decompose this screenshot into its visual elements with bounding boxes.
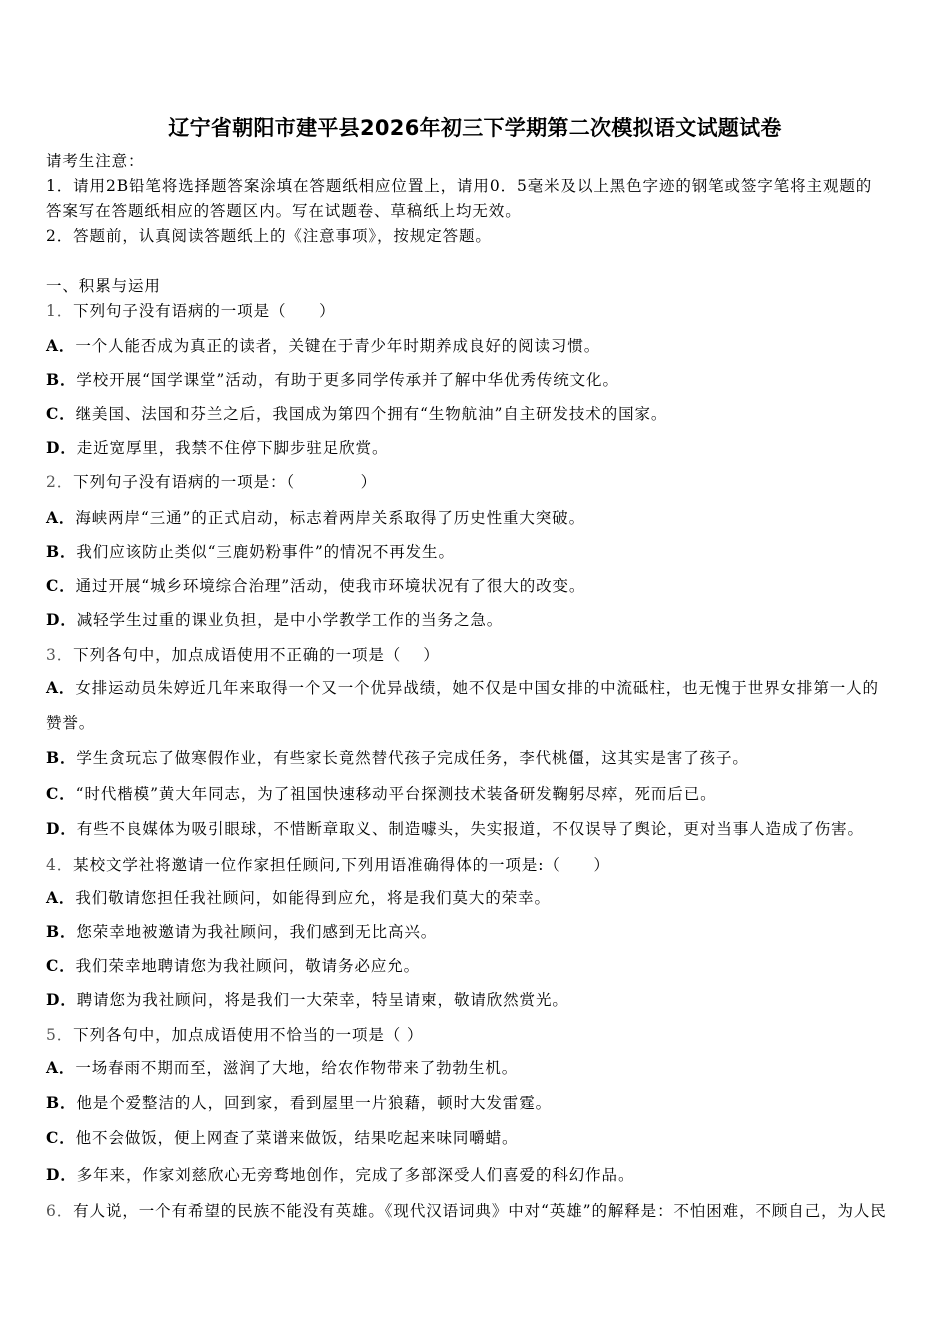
question-stem: [46, 645, 440, 665]
answer-option: [46, 610, 503, 630]
option-letter: B．: [46, 370, 77, 389]
option-text: 通过开展“城乡环境综合治理”活动，使我市环境状况有了很大的改变。: [75, 577, 586, 595]
option-text: 有些不良媒体为吸引眼球，不惜断章取义、制造噱头，失实报道，不仅误导了舆论，更对当事人造成了伤害。: [76, 820, 864, 838]
question-text: 下列各句中，加点成语使用不恰当的一项是（ ）: [73, 1026, 424, 1044]
option-letter: A．: [46, 888, 76, 907]
notice-line: 答案写在答题纸相应的答题区内。写在试题卷、草稿纸上均无效。: [46, 202, 522, 220]
option-letter: A．: [46, 336, 76, 355]
answer-option: [46, 1093, 552, 1113]
notice-line: 1．请用2B铅笔将选择题答案涂填在答题纸相应位置上，请用0．5毫米及以上黑色字迹的钢笔或签字笔将主观题的: [46, 177, 873, 195]
question-number: 6．: [46, 1202, 74, 1220]
question-text: 某校文学社将邀请一位作家担任顾问,下列用语准确得体的一项是:（ ）: [73, 856, 610, 874]
question-stem: [46, 1201, 887, 1221]
notice-heading: 请考生注意：: [46, 152, 145, 170]
answer-option: [46, 1165, 634, 1185]
option-text: 继美国、法国和芬兰之后，我国成为第四个拥有“生物航油”自主研发技术的国家。: [75, 405, 668, 423]
answer-option: [46, 922, 437, 942]
answer-option: [46, 576, 585, 596]
option-letter: B．: [46, 1093, 77, 1112]
option-text: 女排运动员朱婷近几年来取得一个又一个优异战绩，她不仅是中国女排的中流砥柱，也无愧于世界女排第一人的: [75, 679, 879, 697]
option-letter: C．: [46, 404, 76, 423]
question-text: 下列句子没有语病的一项是（ ）: [73, 302, 336, 320]
option-text: 我们敬请您担任我社顾问，如能得到应允，将是我们莫大的荣幸。: [75, 889, 551, 907]
answer-option: [46, 678, 879, 698]
answer-option: [46, 1128, 518, 1148]
option-text: 学生贪玩忘了做寒假作业，有些家长竟然替代孩子完成任务，李代桃僵，这其实是害了孩子。: [76, 749, 749, 767]
option-text: 我们应该防止类似“三鹿奶粉事件”的情况不再发生。: [76, 543, 455, 561]
question-number: 1．: [46, 302, 74, 320]
answer-option: [46, 404, 667, 424]
option-text: 走近宽厚里，我禁不住停下脚步驻足欣赏。: [76, 439, 389, 457]
question-stem: [46, 301, 336, 321]
option-letter: D．: [46, 1165, 77, 1184]
option-letter: D．: [46, 438, 77, 457]
option-text: 一场春雨不期而至，滋润了大地，给农作物带来了勃勃生机。: [75, 1059, 519, 1077]
option-text: 他不会做饭，便上网查了菜谱来做饭，结果吃起来味同嚼蜡。: [75, 1129, 519, 1147]
page-title: 辽宁省朝阳市建平县2026年初三下学期第二次模拟语文试题试卷: [168, 116, 782, 140]
question-text: 有人说，一个有希望的民族不能没有英雄。《现代汉语词典》中对“英雄”的解释是：不怕困难，不顾自己，为人民: [73, 1202, 887, 1220]
answer-option: [46, 956, 420, 976]
question-text: 下列句子没有语病的一项是：（ ）: [73, 473, 378, 491]
answer-option: [46, 748, 749, 768]
question-number: 4．: [46, 856, 74, 874]
option-letter: B．: [46, 542, 77, 561]
option-letter: D．: [46, 990, 77, 1009]
option-text: 海峡两岸“三通”的正式启动，标志着两岸关系取得了历史性重大突破。: [75, 509, 585, 527]
question-number: 5．: [46, 1026, 74, 1044]
option-letter: C．: [46, 1128, 76, 1147]
question-stem: [46, 1025, 423, 1045]
option-letter: D．: [46, 610, 77, 629]
option-text: 您荣幸地被邀请为我社顾问，我们感到无比高兴。: [76, 923, 438, 941]
question-number: 2．: [46, 473, 74, 491]
answer-option: [46, 819, 864, 839]
option-text: 我们荣幸地聘请您为我社顾问，敬请务必应允。: [75, 957, 421, 975]
option-letter: C．: [46, 576, 76, 595]
option-letter: C．: [46, 784, 76, 803]
answer-option: [46, 542, 455, 562]
option-text: 减轻学生过重的课业负担，是中小学教学工作的当务之急。: [76, 611, 504, 629]
option-letter: A．: [46, 1058, 76, 1077]
question-number: 3．: [46, 646, 74, 664]
option-text: 学校开展“国学课堂”活动，有助于更多同学传承并了解中华优秀传统文化。: [76, 371, 619, 389]
answer-option: [46, 336, 600, 356]
answer-option: [46, 1058, 518, 1078]
notice-line: 2．答题前，认真阅读答题纸上的《注意事项》，按规定答题。: [46, 227, 492, 245]
option-letter: B．: [46, 748, 77, 767]
option-letter: C．: [46, 956, 76, 975]
section-heading: 一、积累与运用: [46, 277, 161, 295]
option-letter: A．: [46, 678, 76, 697]
answer-option: [46, 508, 585, 528]
answer-option: [46, 990, 569, 1010]
option-letter: A．: [46, 508, 76, 527]
answer-option: [46, 438, 388, 458]
option-letter: B．: [46, 922, 77, 941]
answer-option: [46, 370, 619, 390]
question-stem: [46, 472, 377, 492]
answer-option: [46, 784, 717, 804]
answer-option: [46, 888, 551, 908]
option-text: “时代楷模”黄大年同志，为了祖国快速移动平台探测技术装备研发鞠躬尽瘁，死而后已。: [75, 785, 717, 803]
question-stem: [46, 855, 610, 875]
option-text: 多年来，作家刘慈欣心无旁骛地创作，完成了多部深受人们喜爱的科幻作品。: [76, 1166, 635, 1184]
option-text: 聘请您为我社顾问，将是我们一大荣幸，特呈请柬，敬请欣然赏光。: [76, 991, 569, 1009]
question-text: 下列各句中，加点成语使用不正确的一项是（ ）: [73, 646, 440, 664]
option-letter: D．: [46, 819, 77, 838]
option-text: 他是个爱整洁的人，回到家，看到屋里一片狼藉，顿时大发雷霆。: [76, 1094, 553, 1112]
option-text: 一个人能否成为真正的读者，关键在于青少年时期养成良好的阅读习惯。: [75, 337, 601, 355]
answer-option: 赞誉。: [46, 714, 96, 732]
